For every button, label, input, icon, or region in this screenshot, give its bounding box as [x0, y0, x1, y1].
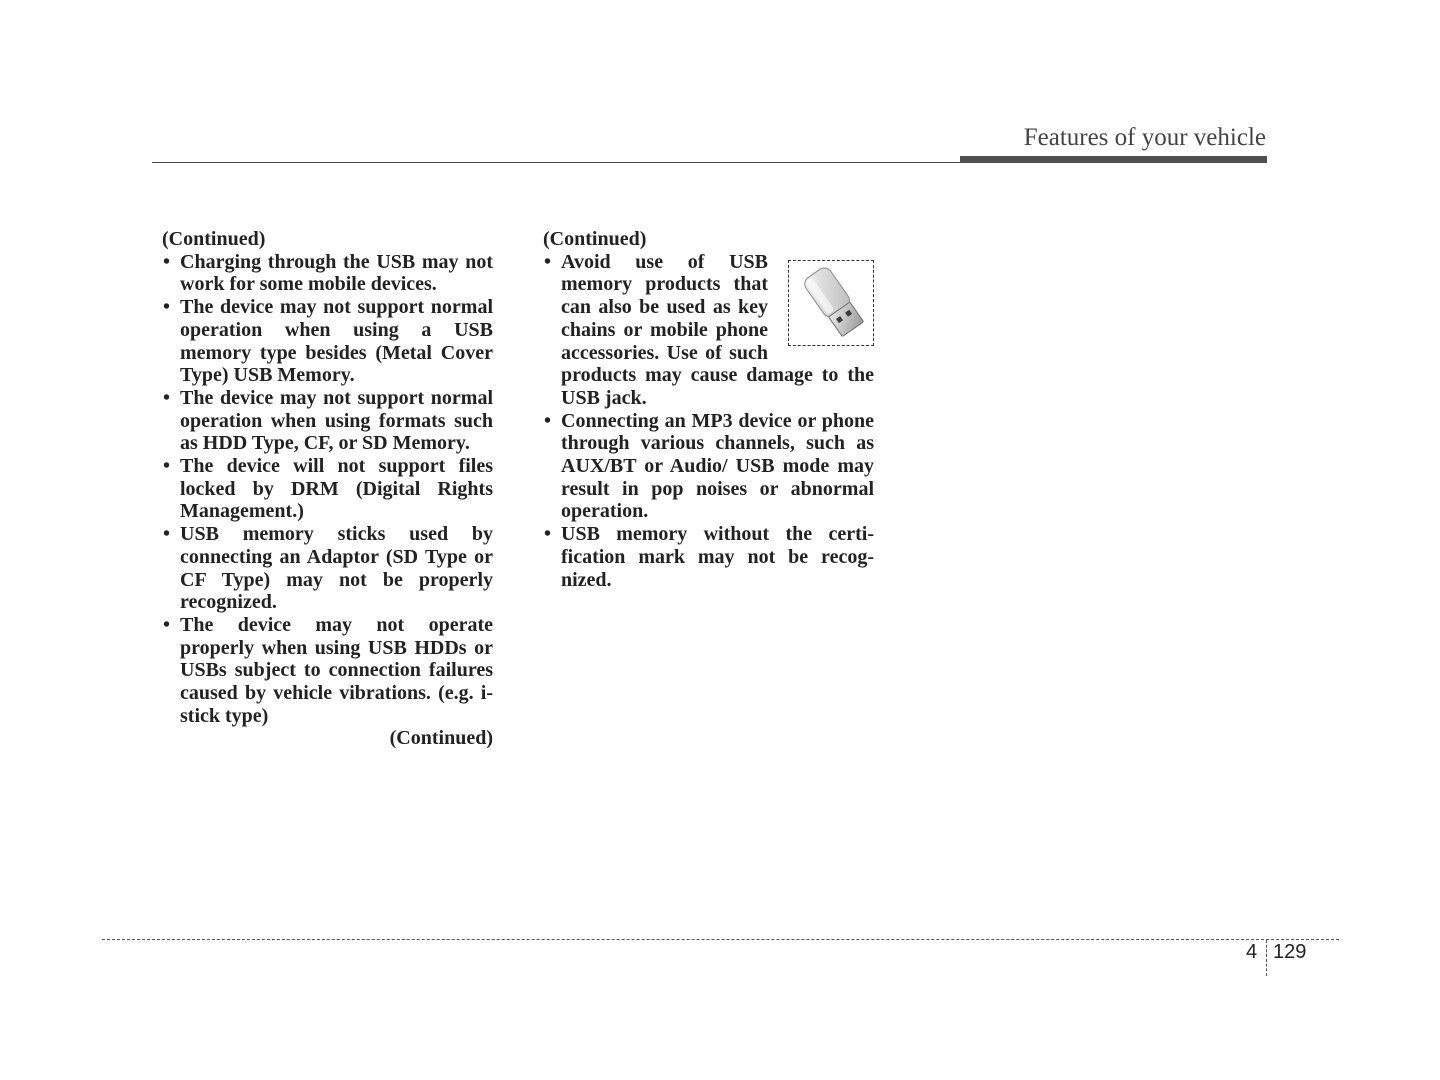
continued-label-bottom: (Continued) [389, 727, 493, 750]
usb-flash-drive-icon [789, 261, 873, 345]
left-column [162, 228, 493, 750]
continued-label-top: (Continued) [543, 228, 647, 250]
footer-rule [102, 939, 1339, 940]
bullet-item: • Connecting an MP3 device or phone through various channels, such as AUX/BT or Audio/ USB mode may result in pop noises or abnormal operation. [543, 410, 874, 524]
header-accent-bar [960, 156, 1267, 163]
chapter-number: 4 [1246, 941, 1258, 963]
bullet-item: • The device may not operate properly when using USB HDDs or USBs subject to connection failures caused by vehicle vibrations. (e.g. i-stick type) [162, 614, 493, 728]
bullet-item: • USB memory without the certification mark may not be recognized. [543, 523, 874, 591]
bullet-item: • The device may not support normal operation when using a USB memory type besides (Metal Cover Type) USB Memory. [162, 296, 493, 387]
bullet-item: • The device may not support normal operation when using formats such as HDD Type, CF, or SD Memory. [162, 387, 493, 455]
bullet-item: • Charging through the USB may not work for some mobile devices. [162, 251, 493, 296]
continued-label-top: (Continued) [162, 228, 266, 250]
page-number: 129 [1273, 941, 1307, 963]
section-title: Features of your vehicle [1023, 124, 1266, 151]
bullet-text: Avoid use of USB memory products that can also be used as key chains or mobile phone accessories. Use of such products may cause damage to the USB jack. [561, 250, 874, 409]
left-bullet-list [162, 251, 493, 728]
right-column [543, 228, 874, 591]
footer-divider [1266, 940, 1267, 976]
usb-flash-drive-figure [788, 260, 874, 346]
bullet-item: • USB memory sticks used by connecting an Adaptor (SD Type or CF Type) may not be properly recognized. [162, 523, 493, 614]
right-bullet-list [543, 251, 874, 592]
bullet-item: • The device will not support files locked by DRM (Digital Rights Management.) [162, 455, 493, 523]
bullet-item [543, 251, 874, 410]
